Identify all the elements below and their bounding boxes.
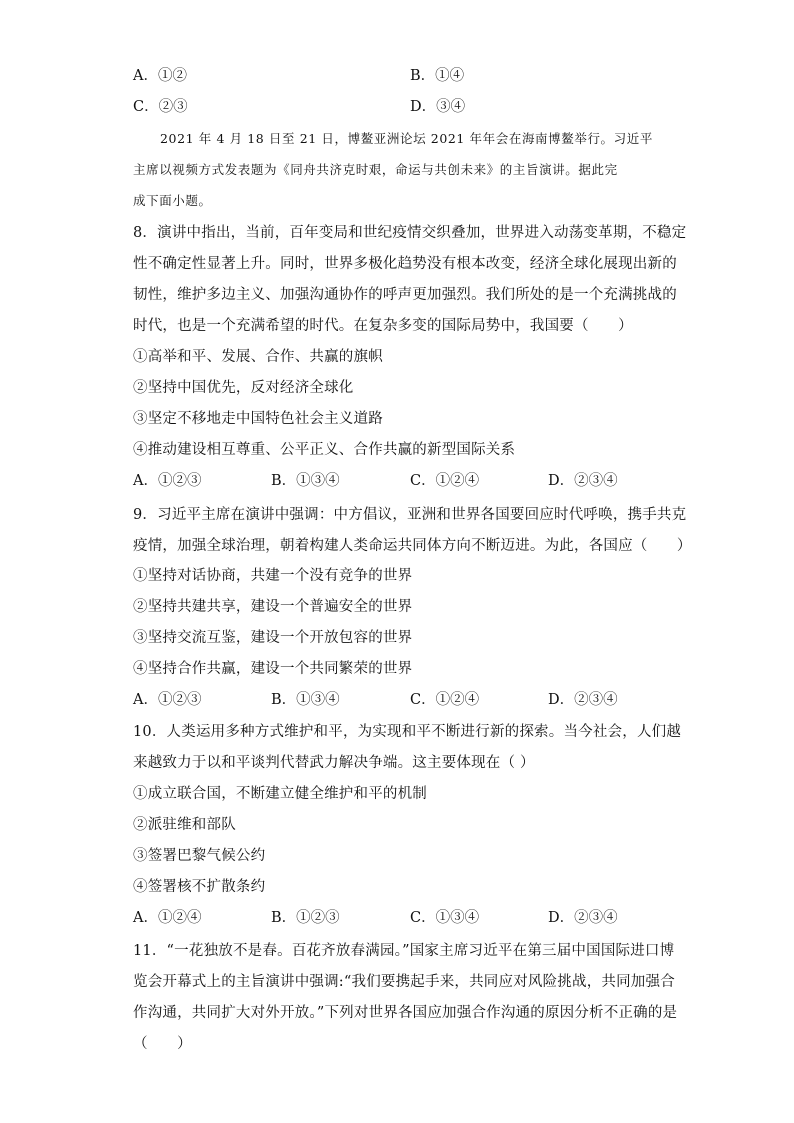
q9-stem: 疫情，加强全球治理，朝着构建人类命运共同体方向不断迈进。为此，各国应（ ） — [133, 538, 692, 554]
q8-stem: 时代，也是一个充满希望的时代。在复杂多变的国际局势中，我国要（ ） — [133, 318, 633, 334]
q8-item: ①高举和平、发展、合作、共赢的旗帜 — [133, 349, 383, 365]
q11-stem: 11．“一花独放不是春。百花齐放春满园。”国家主席习近平在第三届中国国际进口博 — [133, 943, 675, 959]
q9-option-c: C．①②④ — [410, 692, 480, 708]
q9-item: ④坚持合作共赢，建设一个共同繁荣的世界 — [133, 661, 413, 677]
q11-stem: （ ） — [133, 1036, 192, 1052]
q10-option-d: D．②③④ — [548, 910, 618, 926]
q8-item: ③坚定不移地走中国特色社会主义道路 — [133, 411, 383, 427]
q9-option-a: A．①②③ — [133, 692, 202, 708]
q10-item: ①成立联合国，不断建立健全维护和平的机制 — [133, 786, 427, 802]
q10-option-a: A．①②④ — [133, 910, 202, 926]
q10-item: ④签署核不扩散条约 — [133, 879, 266, 895]
q9-option-b: B．①③④ — [271, 692, 340, 708]
q9-item: ③坚持交流互鉴，建设一个开放包容的世界 — [133, 630, 413, 646]
q9-stem: 9．习近平主席在演讲中强调：中方倡议，亚洲和世界各国要回应时代呼唤，携手共克 — [133, 507, 687, 523]
q10-option-c: C．①③④ — [410, 910, 480, 926]
passage-line: 成下面小题。 — [133, 193, 212, 208]
q8-option-d: D．②③④ — [548, 473, 618, 489]
q7-option-b: B．①④ — [410, 68, 465, 84]
q8-stem: 性不确定性显著上升。同时，世界多极化趋势没有根本改变，经济全球化展现出新的 — [133, 256, 677, 272]
q11-stem: 作沟通，共同扩大对外开放。”下列对世界各国应加强合作沟通的原因分析不正确的是 — [133, 1005, 678, 1021]
q10-stem: 来越致力于以和平谈判代替武力解决争端。这主要体现在（ ） — [133, 755, 535, 771]
q9-item: ①坚持对话协商，共建一个没有竞争的世界 — [133, 568, 413, 584]
q10-item: ②派驻维和部队 — [133, 817, 236, 833]
q8-stem: 8．演讲中指出，当前，百年变局和世纪疫情交织叠加，世界进入动荡变革期，不稳定 — [133, 225, 687, 241]
q8-stem: 韧性，维护多边主义、加强沟通协作的呼声更加强烈。我们所处的是一个充满挑战的 — [133, 287, 677, 303]
passage-line: 2021 年 4 月 18 日至 21 日，博鳌亚洲论坛 2021 年年会在海南博鳌举行。习近平 — [160, 131, 653, 146]
q9-item: ②坚持共建共享，建设一个普遍安全的世界 — [133, 599, 413, 615]
q8-option-c: C．①②④ — [410, 473, 480, 489]
q7-option-d: D．③④ — [410, 99, 466, 115]
q11-stem: 览会开幕式上的主旨演讲中强调:“我们要携起手来，共同应对风险挑战，共同加强合 — [133, 974, 675, 990]
q10-stem: 10．人类运用多种方式维护和平，为实现和平不断进行新的探索。当今社会，人们越 — [133, 724, 682, 740]
q10-option-b: B．①②③ — [271, 910, 340, 926]
q8-item: ④推动建设相互尊重、公平正义、合作共赢的新型国际关系 — [133, 442, 516, 458]
q8-item: ②坚持中国优先，反对经济全球化 — [133, 380, 354, 396]
passage-line: 主席以视频方式发表题为《同舟共济克时艰，命运与共创未来》的主旨演讲。据此完 — [133, 162, 618, 177]
q7-option-a: A．①② — [133, 68, 187, 84]
q7-option-c: C．②③ — [133, 99, 188, 115]
q8-option-a: A．①②③ — [133, 473, 202, 489]
q8-option-b: B．①③④ — [271, 473, 340, 489]
q10-item: ③签署巴黎气候公约 — [133, 848, 266, 864]
q9-option-d: D．②③④ — [548, 692, 618, 708]
